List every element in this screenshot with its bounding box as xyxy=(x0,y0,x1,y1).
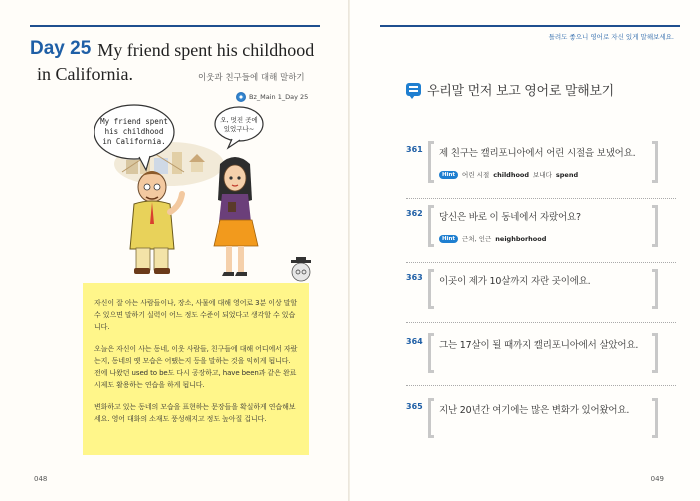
right-bracket xyxy=(652,398,658,438)
hint-badge: Hint xyxy=(439,235,458,243)
practice-item xyxy=(406,402,686,444)
bubble-left-line-3: in California. xyxy=(102,137,166,146)
section-heading-text: 우리말 먼저 보고 영어로 말해보기 xyxy=(427,84,614,99)
hint-en-1: childhood xyxy=(493,170,530,179)
lesson-subtitle: 이웃과 친구들에 대해 말하기 xyxy=(198,73,305,83)
bubble-right-line-2: 있었구나~ xyxy=(223,125,255,133)
right-bracket xyxy=(652,333,658,373)
intro-paragraph-2: 오늘은 자신이 사는 동네, 이웃 사람들, 친구들에 대해 어디에서 자랐는지, 동네의 옛 모습은 어땠는지 등을 말하는 것을 익히게 됩니다. 전에 나왔던 used to be도 다시 공장하고, have been과 같은 완료시제도 활용하는 연습을 하게 됩니다. xyxy=(94,345,298,389)
practice-item xyxy=(406,337,686,379)
left-bracket xyxy=(428,398,434,438)
item-hint xyxy=(439,170,578,179)
item-number: 363 xyxy=(406,273,423,282)
speech-bubble-right xyxy=(215,107,263,148)
intro-paragraph-1: 자신이 잘 아는 사람들이나, 장소, 사물에 대해 영어로 3분 이상 말할 수 있으면 말하기 실력이 어느 정도 수준이 되었다고 생각할 수 있습니다. xyxy=(94,299,298,331)
lesson-title xyxy=(30,38,330,62)
left-bracket xyxy=(428,141,434,183)
hint-kr-1: 어린 시절 xyxy=(462,171,490,179)
practice-item xyxy=(406,273,686,315)
right-bracket xyxy=(652,205,658,247)
intro-text-box xyxy=(83,283,309,455)
page-number-left: 048 xyxy=(34,475,48,483)
item-sentence: 당신은 바로 이 동네에서 자랐어요? xyxy=(439,212,581,223)
speech-bubble-icon xyxy=(406,83,421,96)
bubble-left-line-2: his childhood xyxy=(104,127,164,136)
left-bracket xyxy=(428,269,434,309)
man-figure-icon xyxy=(130,171,182,274)
item-divider xyxy=(406,385,676,386)
item-sentence: 그는 17살이 될 때까지 캘리포니아에서 살았어요. xyxy=(439,340,639,351)
professor-mascot-icon xyxy=(291,257,311,281)
item-divider xyxy=(406,322,676,323)
item-number: 365 xyxy=(406,402,423,411)
conversation-illustration xyxy=(94,102,319,282)
top-rule xyxy=(380,25,680,27)
section-heading xyxy=(406,80,614,99)
item-sentence: 제 친구는 캘리포니아에서 어린 시절을 보냈어요. xyxy=(439,148,636,159)
right-page xyxy=(350,0,700,501)
hint-en-2: spend xyxy=(555,170,579,179)
item-number: 364 xyxy=(406,337,423,346)
practice-item xyxy=(406,209,686,257)
audio-track-ref[interactable] xyxy=(236,92,308,102)
hint-kr-1: 근처, 인근 xyxy=(462,235,492,243)
day-label: Day 25 xyxy=(30,38,92,59)
item-sentence: 이곳이 제가 10살까지 자란 곳이에요. xyxy=(439,276,591,287)
item-number: 362 xyxy=(406,209,423,218)
cd-icon xyxy=(236,92,246,102)
page-number-right: 049 xyxy=(650,475,664,483)
bubble-left-line-1: My friend spent xyxy=(100,117,168,126)
item-sentence: 지난 20년간 여기에는 많은 변화가 있어왔어요. xyxy=(439,405,630,416)
practice-item xyxy=(406,145,686,193)
item-hint xyxy=(439,234,546,243)
item-divider xyxy=(406,262,676,263)
hint-badge: Hint xyxy=(439,171,458,179)
hint-kr-2: 보내다 xyxy=(533,171,552,179)
hint-en-1: neighborhood xyxy=(495,234,547,243)
right-bracket xyxy=(652,141,658,183)
woman-figure-icon xyxy=(214,157,258,276)
intro-paragraph-3: 변화하고 있는 동네의 모습을 표현하는 문장들을 확실하게 연습해보세요. 영어 대화의 소재도 풍성해지고 정도 높아질 겁니다. xyxy=(94,403,296,423)
audio-track-label: Bz_Main 1_Day 25 xyxy=(249,93,309,101)
bubble-right-line-1: 오, 멋진 곳에 xyxy=(220,116,258,124)
running-head: 틀려도 좋으니 영어로 자신 있게 말해보세요. xyxy=(548,33,674,41)
title-line-1: My friend spent his childhood xyxy=(97,40,315,60)
item-divider xyxy=(406,198,676,199)
left-bracket xyxy=(428,333,434,373)
top-rule xyxy=(30,25,320,27)
left-bracket xyxy=(428,205,434,247)
item-number: 361 xyxy=(406,145,423,154)
right-bracket xyxy=(652,269,658,309)
title-line-2: in California. xyxy=(37,64,133,84)
